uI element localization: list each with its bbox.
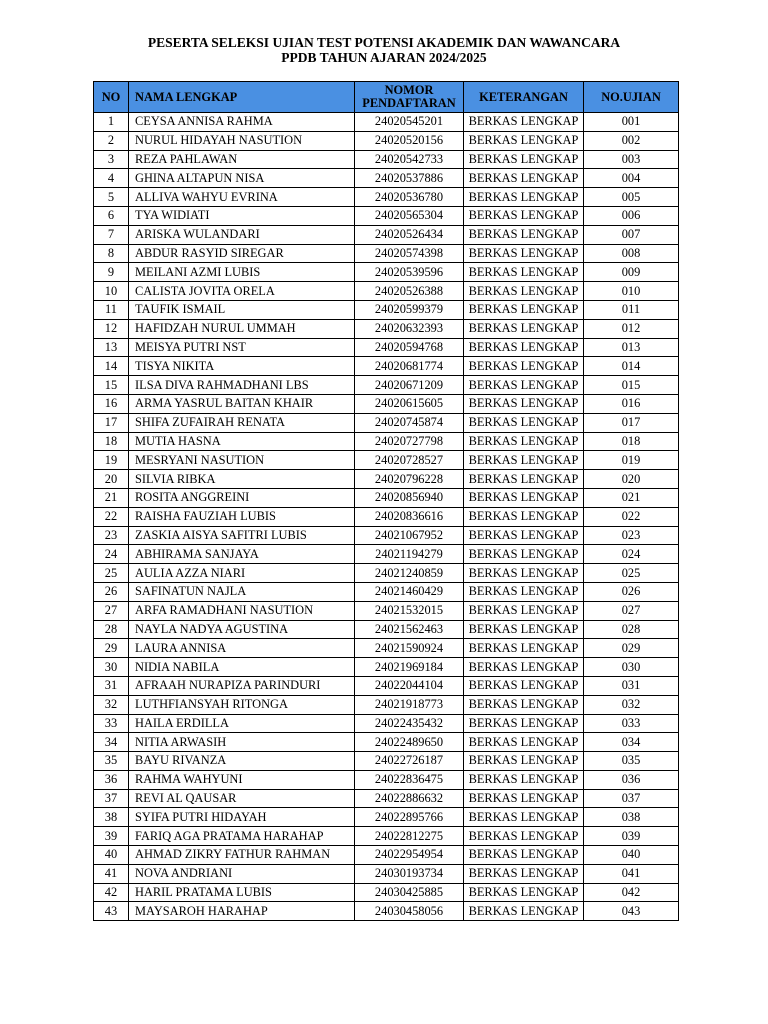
cell-registration-number: 24020727798 [355,432,464,451]
cell-exam-number: 021 [584,488,679,507]
cell-no: 28 [94,620,129,639]
table-row [94,432,679,451]
cell-status: BERKAS LENGKAP [464,319,584,338]
cell-status: BERKAS LENGKAP [464,714,584,733]
cell-exam-number: 005 [584,188,679,207]
cell-name: ROSITA ANGGREINI [129,488,355,507]
table-row [94,676,679,695]
cell-name: BAYU RIVANZA [129,752,355,771]
cell-registration-number: 24022489650 [355,733,464,752]
cell-status: BERKAS LENGKAP [464,263,584,282]
table-row [94,150,679,169]
header-registration-line-2: PENDAFTARAN [362,96,456,110]
cell-status: BERKAS LENGKAP [464,244,584,263]
header-registration-line-1: NOMOR [384,83,434,97]
cell-status: BERKAS LENGKAP [464,357,584,376]
cell-no: 38 [94,808,129,827]
cell-status: BERKAS LENGKAP [464,564,584,583]
cell-status: BERKAS LENGKAP [464,639,584,658]
cell-no: 35 [94,752,129,771]
cell-status: BERKAS LENGKAP [464,113,584,132]
cell-no: 18 [94,432,129,451]
cell-name: NIDIA NABILA [129,658,355,677]
cell-registration-number: 24020615605 [355,394,464,413]
document-title [0,35,768,65]
table-row [94,169,679,188]
table-row [94,113,679,132]
cell-no: 11 [94,300,129,319]
cell-no: 42 [94,883,129,902]
cell-exam-number: 039 [584,827,679,846]
table-body [94,113,679,921]
cell-no: 14 [94,357,129,376]
cell-status: BERKAS LENGKAP [464,131,584,150]
cell-exam-number: 036 [584,770,679,789]
cell-name: ARMA YASRUL BAITAN KHAIR [129,394,355,413]
table-row [94,564,679,583]
table-row [94,620,679,639]
table-row [94,526,679,545]
table-row [94,300,679,319]
cell-no: 41 [94,864,129,883]
table-row [94,789,679,808]
cell-no: 3 [94,150,129,169]
cell-status: BERKAS LENGKAP [464,902,584,921]
table-row [94,733,679,752]
cell-exam-number: 024 [584,545,679,564]
cell-exam-number: 023 [584,526,679,545]
cell-exam-number: 041 [584,864,679,883]
cell-status: BERKAS LENGKAP [464,394,584,413]
cell-name: SILVIA RIBKA [129,470,355,489]
cell-exam-number: 008 [584,244,679,263]
cell-status: BERKAS LENGKAP [464,883,584,902]
cell-name: NITIA ARWASIH [129,733,355,752]
cell-name: HARIL PRATAMA LUBIS [129,883,355,902]
cell-no: 22 [94,507,129,526]
cell-registration-number: 24020796228 [355,470,464,489]
table-row [94,658,679,677]
cell-registration-number: 24030458056 [355,902,464,921]
cell-exam-number: 003 [584,150,679,169]
cell-status: BERKAS LENGKAP [464,526,584,545]
cell-registration-number: 24020728527 [355,451,464,470]
table-row [94,714,679,733]
table-row [94,902,679,921]
cell-no: 16 [94,394,129,413]
cell-status: BERKAS LENGKAP [464,300,584,319]
cell-exam-number: 027 [584,601,679,620]
cell-exam-number: 009 [584,263,679,282]
cell-exam-number: 028 [584,620,679,639]
cell-status: BERKAS LENGKAP [464,676,584,695]
cell-exam-number: 014 [584,357,679,376]
cell-registration-number: 24021590924 [355,639,464,658]
cell-registration-number: 24020856940 [355,488,464,507]
cell-no: 43 [94,902,129,921]
table-row [94,131,679,150]
cell-status: BERKAS LENGKAP [464,864,584,883]
cell-exam-number: 012 [584,319,679,338]
cell-exam-number: 035 [584,752,679,771]
cell-exam-number: 004 [584,169,679,188]
cell-no: 9 [94,263,129,282]
cell-no: 8 [94,244,129,263]
cell-status: BERKAS LENGKAP [464,507,584,526]
cell-no: 12 [94,319,129,338]
header-name: NAMA LENGKAP [129,82,355,113]
table-row [94,225,679,244]
table-row [94,488,679,507]
table-header-row [94,82,679,113]
cell-status: BERKAS LENGKAP [464,770,584,789]
cell-exam-number: 025 [584,564,679,583]
cell-exam-number: 006 [584,206,679,225]
cell-exam-number: 038 [584,808,679,827]
cell-name: GHINA ALTAPUN NISA [129,169,355,188]
table-row [94,827,679,846]
cell-status: BERKAS LENGKAP [464,752,584,771]
cell-name: LAURA ANNISA [129,639,355,658]
cell-exam-number: 022 [584,507,679,526]
table-row [94,545,679,564]
cell-exam-number: 017 [584,413,679,432]
cell-registration-number: 24022886632 [355,789,464,808]
cell-name: SAFINATUN NAJLA [129,582,355,601]
cell-no: 15 [94,376,129,395]
cell-name: MESRYANI NASUTION [129,451,355,470]
cell-registration-number: 24021532015 [355,601,464,620]
table-row [94,864,679,883]
table-row [94,470,679,489]
cell-exam-number: 015 [584,376,679,395]
cell-status: BERKAS LENGKAP [464,470,584,489]
table-row [94,883,679,902]
cell-name: ARISKA WULANDARI [129,225,355,244]
cell-status: BERKAS LENGKAP [464,601,584,620]
cell-exam-number: 029 [584,639,679,658]
cell-exam-number: 011 [584,300,679,319]
cell-registration-number: 24030425885 [355,883,464,902]
cell-name: CEYSA ANNISA RAHMA [129,113,355,132]
cell-name: NAYLA NADYA AGUSTINA [129,620,355,639]
header-registration-number [355,82,464,113]
cell-exam-number: 016 [584,394,679,413]
cell-no: 31 [94,676,129,695]
cell-exam-number: 007 [584,225,679,244]
cell-status: BERKAS LENGKAP [464,225,584,244]
table-row [94,319,679,338]
cell-status: BERKAS LENGKAP [464,582,584,601]
cell-no: 6 [94,206,129,225]
cell-registration-number: 24021562463 [355,620,464,639]
cell-registration-number: 24021918773 [355,695,464,714]
table-row [94,376,679,395]
cell-no: 17 [94,413,129,432]
cell-status: BERKAS LENGKAP [464,188,584,207]
cell-no: 20 [94,470,129,489]
participant-table [93,81,679,921]
table-row [94,639,679,658]
cell-exam-number: 037 [584,789,679,808]
cell-name: RAHMA WAHYUNI [129,770,355,789]
cell-no: 19 [94,451,129,470]
cell-registration-number: 24022812275 [355,827,464,846]
cell-name: CALISTA JOVITA ORELA [129,282,355,301]
cell-status: BERKAS LENGKAP [464,620,584,639]
cell-no: 27 [94,601,129,620]
cell-status: BERKAS LENGKAP [464,413,584,432]
cell-status: BERKAS LENGKAP [464,808,584,827]
cell-registration-number: 24020537886 [355,169,464,188]
table-row [94,582,679,601]
cell-name: TISYA NIKITA [129,357,355,376]
cell-registration-number: 24022726187 [355,752,464,771]
cell-name: REVI AL QAUSAR [129,789,355,808]
cell-name: NOVA ANDRIANI [129,864,355,883]
cell-registration-number: 24020526388 [355,282,464,301]
cell-name: LUTHFIANSYAH RITONGA [129,695,355,714]
cell-no: 34 [94,733,129,752]
cell-exam-number: 040 [584,846,679,865]
cell-no: 37 [94,789,129,808]
cell-status: BERKAS LENGKAP [464,206,584,225]
title-line-1: PESERTA SELEKSI UJIAN TEST POTENSI AKADEMIK DAN WAWANCARA [147,35,621,50]
cell-name: MAYSAROH HARAHAP [129,902,355,921]
cell-name: ILSA DIVA RAHMADHANI LBS [129,376,355,395]
cell-registration-number: 24021460429 [355,582,464,601]
table-row [94,808,679,827]
cell-status: BERKAS LENGKAP [464,789,584,808]
cell-registration-number: 24021969184 [355,658,464,677]
cell-exam-number: 001 [584,113,679,132]
cell-registration-number: 24020671209 [355,376,464,395]
cell-exam-number: 042 [584,883,679,902]
table-row [94,752,679,771]
cell-no: 29 [94,639,129,658]
cell-name: ABDUR RASYID SIREGAR [129,244,355,263]
cell-registration-number: 24020574398 [355,244,464,263]
table-row [94,413,679,432]
cell-name: AULIA AZZA NIARI [129,564,355,583]
cell-name: RAISHA FAUZIAH LUBIS [129,507,355,526]
table-row [94,695,679,714]
cell-exam-number: 010 [584,282,679,301]
table-row [94,601,679,620]
cell-registration-number: 24022435432 [355,714,464,733]
cell-registration-number: 24030193734 [355,864,464,883]
cell-exam-number: 032 [584,695,679,714]
table-row [94,394,679,413]
cell-registration-number: 24021240859 [355,564,464,583]
cell-status: BERKAS LENGKAP [464,376,584,395]
table-row [94,357,679,376]
title-line-2: PPDB TAHUN AJARAN 2024/2025 [281,50,487,65]
cell-status: BERKAS LENGKAP [464,545,584,564]
cell-name: MUTIA HASNA [129,432,355,451]
cell-name: ARFA RAMADHANI NASUTION [129,601,355,620]
cell-no: 4 [94,169,129,188]
cell-no: 2 [94,131,129,150]
cell-status: BERKAS LENGKAP [464,846,584,865]
cell-registration-number: 24020565304 [355,206,464,225]
cell-no: 32 [94,695,129,714]
cell-registration-number: 24020520156 [355,131,464,150]
cell-registration-number: 24022895766 [355,808,464,827]
cell-registration-number: 24022044104 [355,676,464,695]
cell-name: ALLIVA WAHYU EVRINA [129,188,355,207]
cell-status: BERKAS LENGKAP [464,658,584,677]
cell-name: HAILA ERDILLA [129,714,355,733]
table-row [94,338,679,357]
cell-name: REZA PAHLAWAN [129,150,355,169]
cell-no: 25 [94,564,129,583]
cell-exam-number: 002 [584,131,679,150]
cell-no: 7 [94,225,129,244]
cell-status: BERKAS LENGKAP [464,827,584,846]
table-row [94,282,679,301]
cell-name: ABHIRAMA SANJAYA [129,545,355,564]
cell-status: BERKAS LENGKAP [464,150,584,169]
cell-no: 5 [94,188,129,207]
cell-registration-number: 24020599379 [355,300,464,319]
cell-status: BERKAS LENGKAP [464,451,584,470]
cell-registration-number: 24020526434 [355,225,464,244]
cell-exam-number: 033 [584,714,679,733]
cell-registration-number: 24020745874 [355,413,464,432]
cell-no: 1 [94,113,129,132]
cell-name: AHMAD ZIKRY FATHUR RAHMAN [129,846,355,865]
cell-status: BERKAS LENGKAP [464,432,584,451]
cell-exam-number: 020 [584,470,679,489]
table-row [94,206,679,225]
cell-name: SYIFA PUTRI HIDAYAH [129,808,355,827]
cell-no: 13 [94,338,129,357]
cell-no: 26 [94,582,129,601]
cell-registration-number: 24022836475 [355,770,464,789]
cell-status: BERKAS LENGKAP [464,338,584,357]
cell-exam-number: 013 [584,338,679,357]
cell-name: TAUFIK ISMAIL [129,300,355,319]
cell-name: TYA WIDIATI [129,206,355,225]
cell-registration-number: 24020536780 [355,188,464,207]
cell-registration-number: 24020594768 [355,338,464,357]
cell-registration-number: 24022954954 [355,846,464,865]
cell-registration-number: 24021194279 [355,545,464,564]
cell-exam-number: 030 [584,658,679,677]
cell-exam-number: 043 [584,902,679,921]
table-row [94,263,679,282]
cell-status: BERKAS LENGKAP [464,488,584,507]
cell-no: 24 [94,545,129,564]
table-row [94,451,679,470]
cell-status: BERKAS LENGKAP [464,733,584,752]
cell-no: 21 [94,488,129,507]
header-status: KETERANGAN [464,82,584,113]
header-exam-number: NO.UJIAN [584,82,679,113]
cell-registration-number: 24020542733 [355,150,464,169]
cell-no: 39 [94,827,129,846]
cell-registration-number: 24021067952 [355,526,464,545]
cell-name: HAFIDZAH NURUL UMMAH [129,319,355,338]
cell-exam-number: 019 [584,451,679,470]
cell-exam-number: 034 [584,733,679,752]
table-row [94,188,679,207]
cell-status: BERKAS LENGKAP [464,169,584,188]
cell-registration-number: 24020632393 [355,319,464,338]
cell-name: ZASKIA AISYA SAFITRI LUBIS [129,526,355,545]
cell-no: 23 [94,526,129,545]
cell-registration-number: 24020681774 [355,357,464,376]
table-row [94,770,679,789]
cell-status: BERKAS LENGKAP [464,695,584,714]
cell-name: FARIQ AGA PRATAMA HARAHAP [129,827,355,846]
table-row [94,507,679,526]
cell-no: 10 [94,282,129,301]
cell-exam-number: 018 [584,432,679,451]
table-row [94,846,679,865]
cell-registration-number: 24020539596 [355,263,464,282]
cell-name: AFRAAH NURAPIZA PARINDURI [129,676,355,695]
cell-no: 30 [94,658,129,677]
cell-name: MEILANI AZMI LUBIS [129,263,355,282]
cell-no: 36 [94,770,129,789]
cell-no: 33 [94,714,129,733]
table-row [94,244,679,263]
cell-registration-number: 24020545201 [355,113,464,132]
cell-no: 40 [94,846,129,865]
header-no: NO [94,82,129,113]
cell-exam-number: 031 [584,676,679,695]
cell-name: MEISYA PUTRI NST [129,338,355,357]
cell-exam-number: 026 [584,582,679,601]
cell-status: BERKAS LENGKAP [464,282,584,301]
cell-name: SHIFA ZUFAIRAH RENATA [129,413,355,432]
cell-registration-number: 24020836616 [355,507,464,526]
cell-name: NURUL HIDAYAH NASUTION [129,131,355,150]
